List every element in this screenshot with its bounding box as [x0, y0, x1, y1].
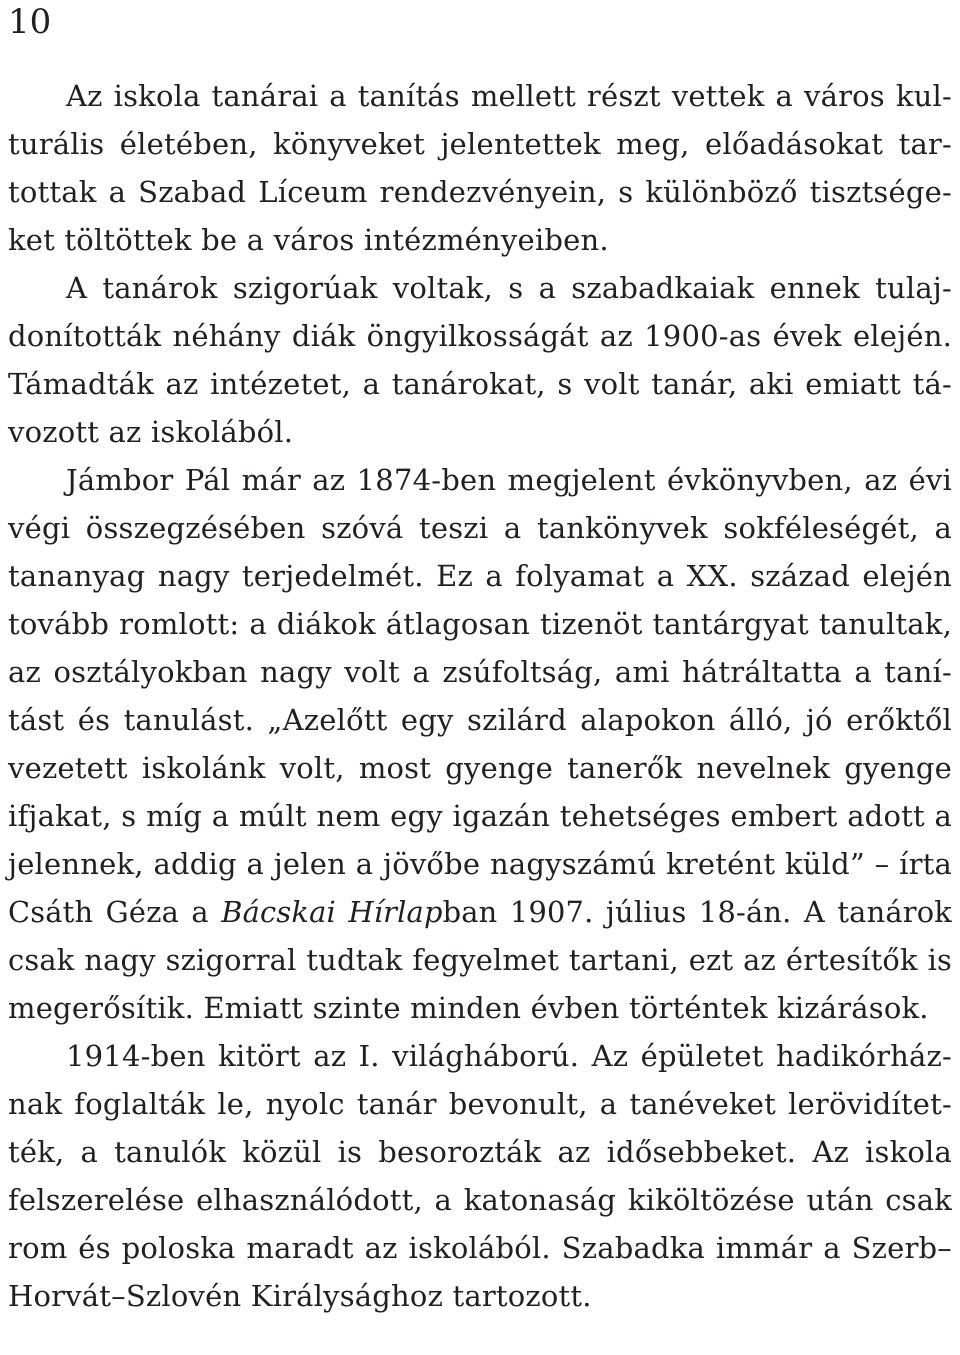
text-line-with-italic	[8, 888, 952, 936]
text-line: Támadták az intézetet, a tanárokat, s volt tanár, aki emiatt tá-	[8, 367, 952, 401]
text-line: vozott az iskolából.	[8, 415, 294, 449]
text-line: turális életében, könyveket jelentettek meg, előadásokat tar-	[8, 127, 952, 161]
text-line: nak foglalták le, nyolc tanár bevonult, a tanéveket lerövidítet-	[8, 1087, 952, 1121]
text-line: csak nagy szigorral tudtak fegyelmet tartani, ezt az értesítők is	[8, 943, 952, 977]
paragraph-3	[8, 1032, 952, 1320]
text-line: tást és tanulást. „Azelőtt egy szilárd alapokon álló, jó erőktől	[8, 703, 952, 737]
text-line: A tanárok szigorúak voltak, s a szabadkaiak ennek tulaj-	[66, 271, 952, 305]
text-line: tottak a Szabad Líceum rendezvényein, s különböző tisztsége-	[8, 175, 952, 209]
paragraph-2	[8, 456, 952, 1032]
text-line: vezetett iskolánk volt, most gyenge tanerők nevelnek gyenge	[8, 751, 952, 785]
text-line: megerősítik. Emiatt szinte minden évben történtek kizárások.	[8, 991, 929, 1025]
text-line: rom és poloska maradt az iskolából. Szabadka immár a Szerb–	[8, 1231, 952, 1265]
text-line: végi összegzésében szóvá teszi a tankönyvek sokféleségét, a	[8, 511, 952, 545]
text-line: jelennek, addig a jelen a jövőbe nagyszámú kretént küld” – írta	[8, 847, 952, 881]
page-number: 10	[8, 2, 52, 42]
newspaper-title: Bácskai Hírlap	[221, 895, 443, 929]
text-line: Horvát–Szlovén Királysághoz tartozott.	[8, 1279, 592, 1313]
text-line: ték, a tanulók közül is besorozták az idősebbeket. Az iskola	[8, 1135, 952, 1169]
text-fragment: ban 1907. július 18-án. A tanárok	[442, 895, 952, 929]
text-line: az osztályokban nagy volt a zsúfoltság, ami hátráltatta a taní-	[8, 655, 952, 689]
text-line: tovább romlott: a diákok átlagosan tizenöt tantárgyat tanultak,	[8, 607, 952, 641]
text-line: Az iskola tanárai a tanítás mellett részt vettek a város kul-	[66, 79, 952, 113]
text-line: 1914-ben kitört az I. világháború. Az épületet hadikórház-	[66, 1039, 952, 1073]
paragraph-1	[8, 72, 952, 456]
text-line: felszerelése elhasználódott, a katonaság kiköltözése után csak	[8, 1183, 952, 1217]
text-line: ket töltöttek be a város intézményeiben.	[8, 223, 609, 257]
text-line: donították néhány diák öngyilkosságát az 1900-as évek elején.	[8, 319, 952, 353]
text-line: Jámbor Pál már az 1874-ben megjelent évkönyvben, az évi	[66, 463, 952, 497]
text-fragment: Csáth Géza a	[8, 895, 222, 929]
text-line: ifjakat, s míg a múlt nem egy igazán tehetséges embert adott a	[8, 799, 952, 833]
text-line: tananyag nagy terjedelmét. Ez a folyamat a XX. század elején	[8, 559, 952, 593]
